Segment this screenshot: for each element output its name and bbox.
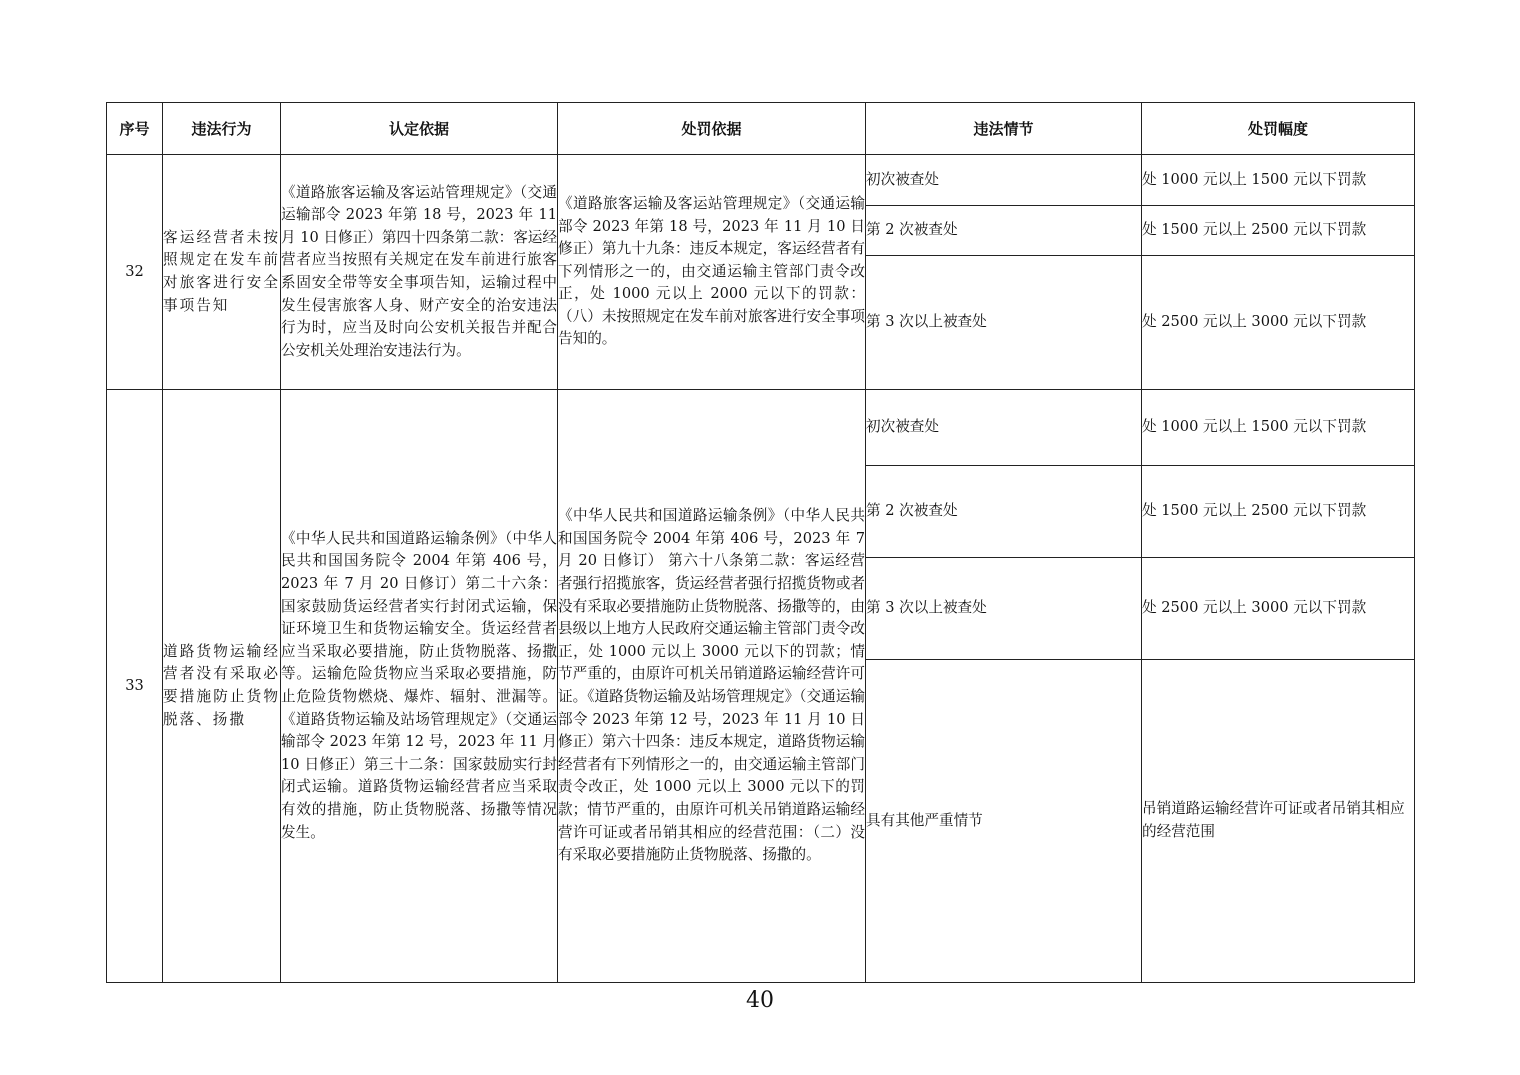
row-identify-basis-text: 《道路旅客运输及客运站管理规定》（交通运输部令 2023 年第 18 号，2023 年 11 月 10 日修正）第四十四条第二款：客运经营者应当按照有关规定在发车前进行旅客系固安全带等安全事项告知，运输过程中发生侵害旅客人身、财产安全的治安违法行为时，应当及时向公安机关报告并配合公安机关处理治安违法行为。 (281, 183, 557, 359)
row-amount: 处 2500 元以上 3000 元以下罚款 (1142, 558, 1415, 660)
header-behavior: 违法行为 (163, 103, 281, 155)
row-situation: 第 2 次被查处 (866, 466, 1142, 558)
table-row (107, 390, 1415, 466)
row-situation: 第 3 次以上被查处 (866, 256, 1142, 390)
header-penalty-basis: 处罚依据 (558, 103, 866, 155)
header-seq: 序号 (107, 103, 163, 155)
row-amount: 处 1000 元以上 1500 元以下罚款 (1142, 155, 1415, 206)
header-identify-basis: 认定依据 (281, 103, 558, 155)
row-identify-basis-text: 《中华人民共和国道路运输条例》（中华人民共和国国务院令 2004 年第 406 号，2023 年 7 月 20 日修订）第二十六条：国家鼓励货运经营者实行封闭式运输，保证环境卫生和货物运输安全。货运经营者应当采取必要措施，防止货物脱落、扬撒等。运输危险货物应当采取必要措施，防止危险货物燃烧、爆炸、辐射、泄漏等。《道路货物运输及站场管理规定》（交通运输部令 2023 年第 12 号，2023 年 11 月 10 日修正）第三十二条：国家鼓励实行封闭式运输。道路货物运输经营者应当采取有效的措施，防止货物脱落、扬撒等情况发生。 (281, 529, 557, 841)
table-row (107, 155, 1415, 206)
row-situation: 初次被查处 (866, 155, 1142, 206)
header-circumstances: 违法情节 (866, 103, 1142, 155)
header-penalty-range: 处罚幅度 (1142, 103, 1415, 155)
row-behavior (163, 390, 281, 983)
page-number: 40 (746, 988, 774, 1013)
row-situation: 第 3 次以上被查处 (866, 558, 1142, 660)
row-penalty-basis (558, 390, 866, 983)
row-penalty-basis-text: 《中华人民共和国道路运输条例》（中华人民共和国国务院令 2004 年第 406 号，2023 年 7 月 20 日修订） 第六十八条第二款：客运经营者强行招揽旅客，货运经营者强行招揽货物或者没有采取必要措施防止货物脱落、扬撒等的，由县级以上地方人民政府交通运输主管部门责令改正，处 1000 元以上 3000 元以下的罚款；情节严重的，由原许可机关吊销道路运输经营许可证。《道路货物运输及站场管理规定》（交通运输部令 2023 年第 12 号，2023 年 11 月 10 日修正）第六十四条：违反本规定，道路货物运输经营者有下列情形之一的，由交通运输主管部门责令改正，处 1000 元以上 3000 元以下的罚款；情节严重的，由原许可机关吊销道路运输经营许可证或者吊销其相应的经营范围：（二）没有采取必要措施防止货物脱落、扬撒的。 (558, 507, 865, 864)
row-penalty-basis (558, 155, 866, 390)
row-amount: 吊销道路运输经营许可证或者吊销其相应的经营范围 (1142, 660, 1415, 983)
row-identify-basis (281, 155, 558, 390)
penalty-table (106, 102, 1415, 983)
row-amount: 处 1500 元以上 2500 元以下罚款 (1142, 466, 1415, 558)
row-amount: 处 2500 元以上 3000 元以下罚款 (1142, 256, 1415, 390)
row-seq: 33 (107, 390, 163, 983)
row-amount: 处 1000 元以上 1500 元以下罚款 (1142, 390, 1415, 466)
row-behavior-text: 道路货物运输经营者没有采取必要措施防止货物脱落、扬撒 (163, 642, 280, 728)
table-header-row (107, 103, 1415, 155)
row-amount: 处 1500 元以上 2500 元以下罚款 (1142, 206, 1415, 256)
row-seq: 32 (107, 155, 163, 390)
row-situation: 初次被查处 (866, 390, 1142, 466)
row-situation: 具有其他严重情节 (866, 660, 1142, 983)
row-behavior (163, 155, 281, 390)
row-situation: 第 2 次被查处 (866, 206, 1142, 256)
row-identify-basis (281, 390, 558, 983)
row-penalty-basis-text: 《道路旅客运输及客运站管理规定》（交通运输部令 2023 年第 18 号，2023 年 11 月 10 日修正）第九十九条：违反本规定，客运经营者有下列情形之一的，由交通运输主管部门责令改正，处 1000 元以上 2000 元以下的罚款：（八）未按照规定在发车前对旅客进行安全事项告知的。 (558, 194, 865, 348)
row-behavior-text: 客运经营者未按照规定在发车前对旅客进行安全事项告知 (163, 228, 280, 314)
